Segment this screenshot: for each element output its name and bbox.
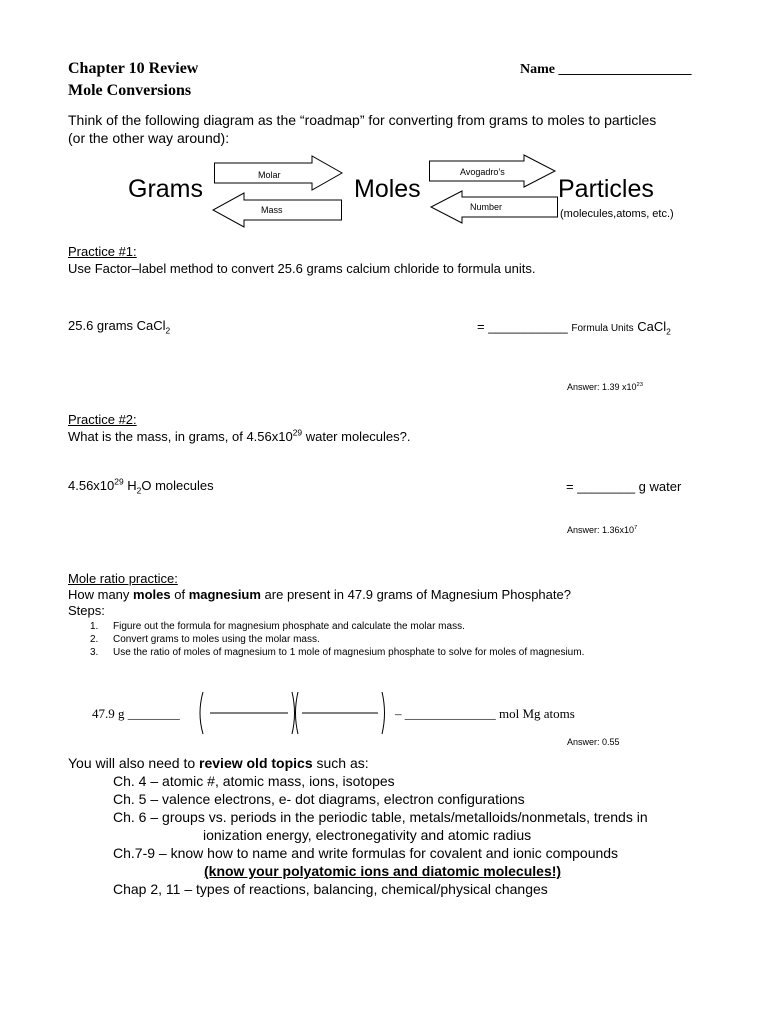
review-intro: You will also need to review old topics such as: — [68, 755, 369, 771]
list-item: 2. Convert grams to moles using the molar mass. — [90, 634, 320, 645]
name-field[interactable]: Name ___________________ — [520, 62, 692, 77]
review-ch2-11: Chap 2, 11 – types of reactions, balancing, chemical/physical changes — [113, 881, 548, 897]
review-ch6-line-2: ionization energy, electronegativity and atomic radius — [203, 827, 532, 843]
practice-1-answer-blank[interactable]: = ___________ Formula Units CaCl$_2$ — [477, 319, 671, 337]
mole-ratio-heading: Mole ratio practice: — [68, 571, 178, 586]
review-ch6-line-1: Ch. 6 – groups vs. periods in the periodic table, metals/metalloids/nonmetals, trends in — [113, 809, 648, 825]
intro-line-2: (or the other way around): — [68, 130, 230, 146]
mole-ratio-given: 47.9 g ________ — [92, 706, 180, 721]
worksheet-title: Chapter 10 Review — [68, 60, 199, 77]
grams-label: Grams — [128, 175, 203, 203]
practice-2-given: $4.56x10^{29}$ $H_2O$ molecules — [68, 476, 214, 496]
practice-2-answer-blank[interactable]: = ________ g water — [566, 479, 682, 494]
molar-label: Molar — [258, 170, 281, 180]
mass-label: Mass — [261, 205, 283, 215]
particles-note: (molecules,atoms, etc.) — [560, 208, 674, 220]
factor-label-brackets — [196, 690, 396, 736]
list-item: 1. Figure out the formula for magnesium phosphate and calculate the molar mass. — [90, 621, 465, 632]
intro-line-1: Think of the following diagram as the “roadmap” for converting from grams to moles to particles — [68, 112, 657, 128]
review-emphasis: (know your polyatomic ions and diatomic molecules!) — [204, 863, 562, 879]
practice-1-question: Use Factor–label method to convert 25.6 grams calcium chloride to formula units. — [68, 261, 536, 276]
steps-list — [90, 620, 584, 659]
list-item: 3. Use the ratio of moles of magnesium to 1 mole of magnesium phosphate to solve for moles of magnesium. — [90, 647, 585, 658]
worksheet-subtitle: Mole Conversions — [68, 82, 192, 99]
moles-label: Moles — [354, 175, 421, 203]
practice-1-answer: Answer: 1.39 $x10^{23}$ — [567, 382, 644, 392]
particles-label: Particles — [558, 175, 654, 203]
practice-2-heading: Practice #2: — [68, 412, 137, 427]
number-label: Number — [470, 202, 503, 212]
review-ch5: Ch. 5 – valence electrons, e- dot diagrams, electron configurations — [113, 791, 525, 807]
practice-1-heading: Practice #1: — [68, 244, 137, 259]
mole-ratio-answer: Answer: 0.55 — [567, 737, 620, 747]
avogadros-label: Avogadro’s — [460, 167, 505, 177]
mole-ratio-question: How many moles of magnesium are present in 47.9 grams of Magnesium Phosphate? — [68, 587, 571, 602]
practice-2-answer: Answer: $1.36x10^7$ — [567, 525, 638, 535]
practice-2-question: What is the mass, in grams, of $4.56x10^{29}$ water molecules?. — [68, 427, 411, 444]
mole-ratio-result[interactable]: – ______________ mol Mg atoms — [395, 706, 575, 721]
review-ch4: Ch. 4 – atomic #, atomic mass, ions, isotopes — [113, 773, 395, 789]
practice-1-given: 25.6 grams CaCl$_2$ — [68, 318, 171, 336]
review-ch7-9: Ch.7-9 – know how to name and write formulas for covalent and ionic compounds — [113, 845, 619, 861]
steps-label: Steps: — [68, 603, 105, 618]
